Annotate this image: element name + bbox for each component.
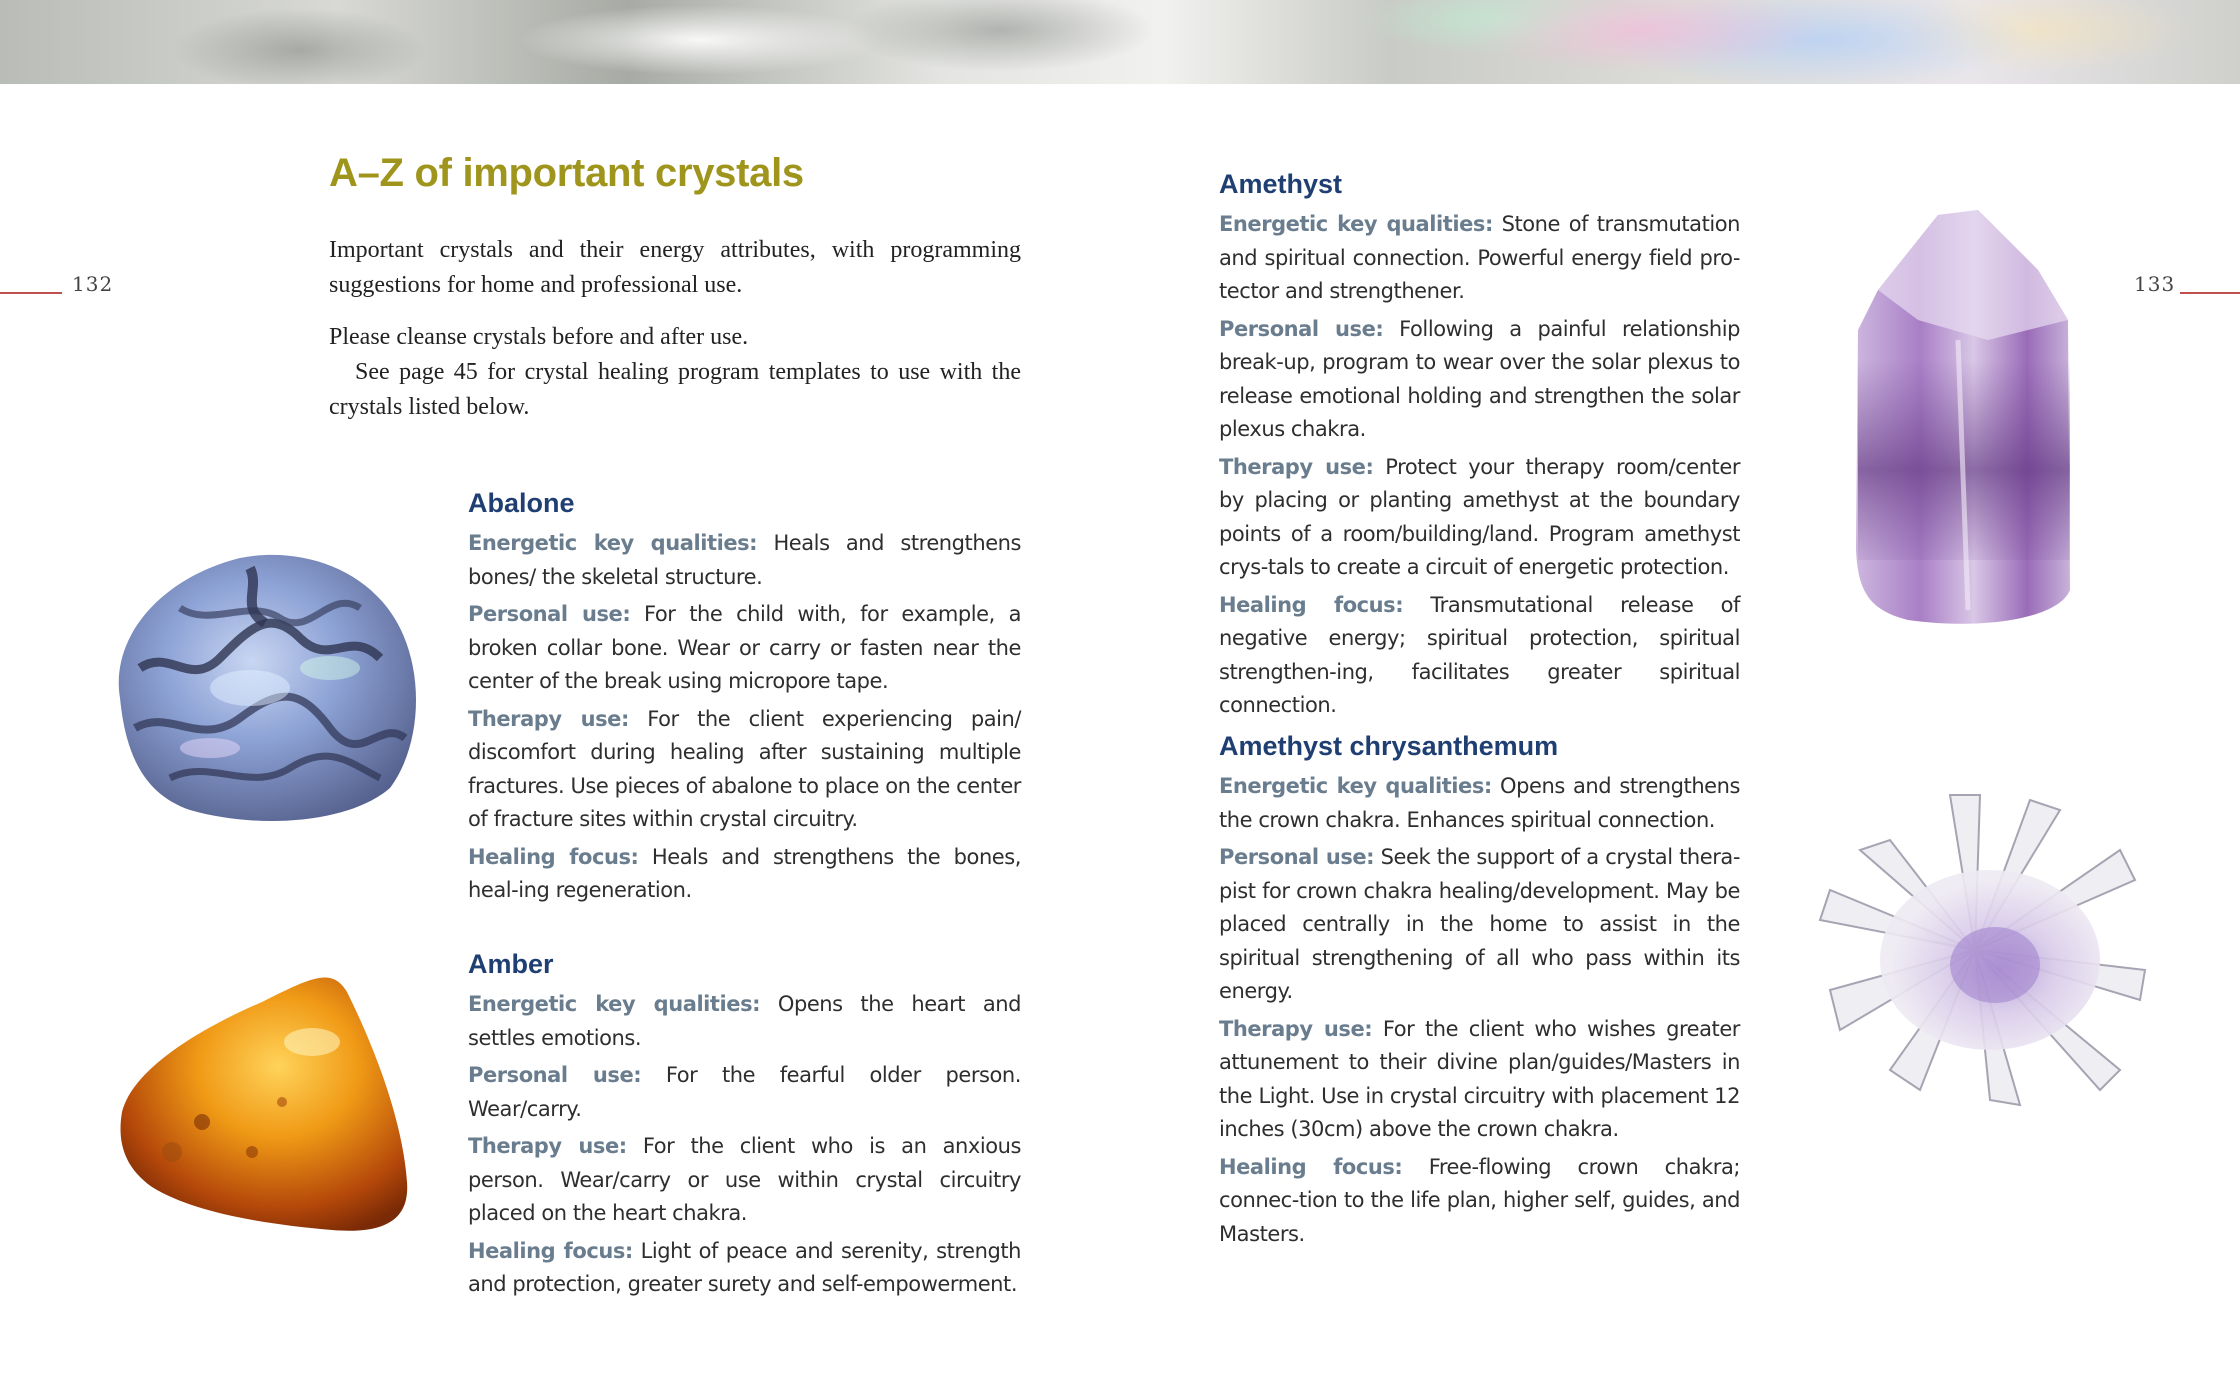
field-label: Energetic key qualities: — [1219, 774, 1492, 798]
field-text: Following a painful relationship break-up, program to wear over the solar plexus to release emotional holding and strengthen the solar plexus chakra. — [1219, 316, 1740, 441]
entry-amethyst — [1219, 167, 1740, 727]
field-label: Therapy use: — [468, 706, 629, 731]
field-label: Healing focus: — [468, 1238, 633, 1263]
field-label: Personal use: — [1219, 845, 1375, 869]
page-title: A–Z of important crystals — [329, 151, 804, 195]
therapy-use — [468, 703, 1021, 837]
therapy-use — [1219, 451, 1740, 585]
amethyst-chrysanthemum-image — [1800, 790, 2150, 1110]
field-text: For the client who wishes greater attunement to their divine plan/guides/Masters in the Light. Use in crystal circuitry with placement 12 inches (30cm) above the crown chakra. — [1219, 1016, 1740, 1141]
field-text: Opens and strengthens the crown chakra. Enhances spiritual connection. — [1219, 774, 1740, 832]
page-number-rule-right — [2180, 292, 2240, 294]
page-number-left: 132 — [72, 272, 114, 296]
healing-focus — [1219, 589, 1740, 723]
field-text: For the child with, for example, a broken collar bone. Wear or carry or fasten near the center of the break using micropore tape. — [468, 602, 1021, 693]
abalone-image — [100, 548, 430, 828]
field-label: Energetic key qualities: — [468, 992, 761, 1016]
field-text: Seek the support of a crystal thera-pist for crown chakra healing/development. May be placed centrally in the home to assist in the spiritual strengthening of all who pass within its energy. — [1219, 845, 1740, 1003]
field-label: Therapy use: — [1219, 454, 1374, 479]
field-label: Healing focus: — [1219, 592, 1404, 617]
personal-use — [1219, 313, 1740, 447]
field-text: For the client who is an anxious person. Wear/carry or use within crystal circuitry placed on the heart chakra. — [468, 1134, 1021, 1225]
entry-title: Amber — [468, 949, 554, 979]
energetic-key-qualities — [468, 988, 1021, 1055]
entry-title: Amethyst — [1219, 169, 1343, 199]
field-text: Free-flowing crown chakra; connec-tion to the life plan, higher self, guides, and Masters. — [1219, 1154, 1740, 1246]
entry-amethyst-chrysanthemum — [1219, 729, 1740, 1255]
entry-abalone — [468, 486, 1021, 912]
therapy-use — [1219, 1013, 1740, 1147]
field-label: Energetic key qualities: — [1219, 212, 1493, 236]
intro-paragraph: Please cleanse crystals before and after use. — [329, 324, 749, 350]
field-text: Light of peace and serenity, strength and protection, greater surety and self-empowerment. — [468, 1238, 1021, 1296]
intro-paragraph: Important crystals and their energy attributes, with programming suggestions for home and professional use. — [329, 237, 1021, 298]
healing-focus — [468, 841, 1021, 908]
energetic-key-qualities — [1219, 208, 1740, 309]
energetic-key-qualities — [468, 527, 1021, 594]
field-text: Heals and strengthens bones/ the skeletal structure. — [468, 531, 1022, 589]
therapy-use — [468, 1130, 1021, 1231]
page-number-rule-left — [0, 292, 62, 294]
healing-focus — [468, 1235, 1021, 1302]
field-label: Personal use: — [1219, 316, 1384, 341]
field-text: Heals and strengthens the bones, heal-ing regeneration. — [468, 844, 1021, 902]
field-label: Personal use: — [468, 1063, 642, 1087]
healing-focus — [1219, 1151, 1740, 1252]
personal-use — [468, 1059, 1021, 1126]
entry-title: Amethyst chrysanthemum — [1219, 731, 1559, 761]
field-text: For the client experiencing pain/ discomfort during healing after sustaining multiple fractures. Use pieces of abalone to place on the center of fracture sites within crystal circuitry. — [468, 706, 1021, 831]
intro-paragraph: See page 45 for crystal healing program templates to use with the crystals listed below. — [329, 359, 1021, 420]
field-label: Healing focus: — [468, 844, 639, 869]
field-text: Transmutational release of negative energy; spiritual protection, spiritual strengthen-ing, facilitates greater spiritual connection. — [1219, 592, 1740, 717]
energetic-key-qualities — [1219, 770, 1740, 837]
amethyst-image — [1838, 210, 2094, 635]
field-text: Stone of transmutation and spiritual connection. Powerful energy field pro-tector and strengthener. — [1219, 212, 1741, 303]
field-label: Therapy use: — [468, 1134, 627, 1158]
field-label: Therapy use: — [1219, 1016, 1373, 1041]
field-label: Personal use: — [468, 602, 631, 626]
header-photo-banner — [0, 0, 2240, 84]
field-label: Healing focus: — [1219, 1154, 1403, 1179]
entry-amber — [468, 947, 1021, 1306]
field-text: For the fearful older person. Wear/carry. — [468, 1063, 1021, 1121]
field-label: Energetic key qualities: — [468, 531, 758, 555]
entry-title: Abalone — [468, 488, 575, 518]
page-number-right: 133 — [2134, 272, 2176, 296]
personal-use — [468, 598, 1021, 699]
field-text: Protect your therapy room/center by placing or planting amethyst at the boundary points of a room/building/land. Program amethyst crys-tals to create a circuit of energetic protection. — [1219, 454, 1740, 579]
amber-image — [112, 972, 412, 1237]
personal-use — [1219, 841, 1740, 1009]
field-text: Opens the heart and settles emotions. — [468, 992, 1021, 1050]
intro-text — [329, 233, 1021, 425]
